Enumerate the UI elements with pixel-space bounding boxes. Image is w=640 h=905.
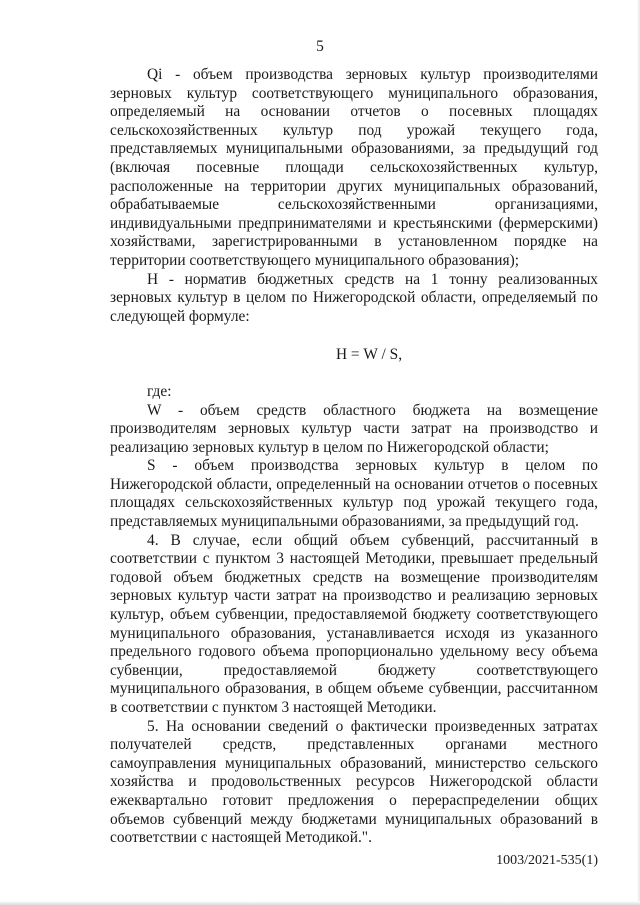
scan-bottom-edge bbox=[0, 901, 640, 905]
where-label: где: bbox=[147, 382, 172, 400]
formula: Н = W / S, bbox=[335, 346, 403, 364]
page-number: 5 bbox=[316, 38, 324, 55]
document-body bbox=[110, 66, 598, 848]
item-4-paragraph: 4. В случае, если общий объем субвенций, рассчитанный в соответствии с пунктом 3 настоящей Методики, превышает предельный годовой объем бюджетных средств на возмещение производителям зерновых культур части затрат на производство и реализацию зерновых культур, объем субвенции, предоставляемой бюджету соответствующего муниципального образования, устанавливается исходя из указанного предельного годового объема пропорционально удельному весу объема субвенции, предоставляемой бюджету соответствующего муниципального образования, в общем объеме субвенции, рассчитанном в соответствии с пунктом 3 настоящей Методики. bbox=[110, 531, 598, 716]
document-code: 1003/2021-535(1) bbox=[496, 853, 598, 868]
s-definition-paragraph: S - объем производства зерновых культур в целом по Нижегородской области, определенный на основании отчетов о посевных площадях сельскохозяйственных культур под урожай текущего года, представляемых муниципальными образованиями, за предыдущий год. bbox=[110, 457, 598, 531]
h-definition-paragraph: Н - норматив бюджетных средств на 1 тонну реализованных зерновых культур в целом по Нижегородской области, определяемый по следующей формуле: bbox=[110, 270, 598, 325]
qi-definition-paragraph: Qi - объем производства зерновых культур производителями зерновых культур соответствующего муниципального образования, определяемый на основании отчетов о посевных площадях сельскохозяйственных культур под урожай текущего года, представляемых муниципальными образованиями, за предыдущий год (включая посевные площади сельскохозяйственных культур, расположенные на территории других муниципальных образований, обрабатываемые сельскохозяйственными организациями, индивидуальными предпринимателями и крестьянскими (фермерскими) хозяйствами, зарегистрированными в установленном порядке на территории соответствующего муниципального образования); bbox=[110, 66, 598, 269]
w-definition-paragraph: W - объем средств областного бюджета на возмещение производителям зерновых культур части затрат на производство и реализацию зерновых культур в целом по Нижегородской области; bbox=[110, 401, 598, 456]
item-5-paragraph: 5. На основании сведений о фактически произведенных затратах получателей средств, представленных органами местного самоуправления муниципальных образований, министерство сельского хозяйства и продовольственных ресурсов Нижегородской области ежеквартально готовит предложения о перераспределении общих объемов субвенций между бюджетами муниципальных образований в соответствии с настоящей Методикой.". bbox=[110, 717, 598, 847]
